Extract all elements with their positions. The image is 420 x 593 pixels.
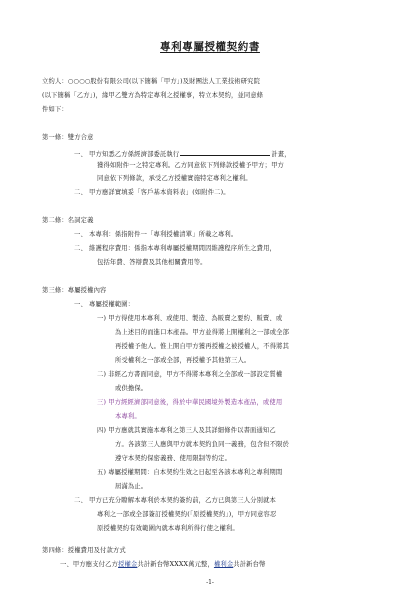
- article-3-section-1: 一、 專屬授權範圍：: [74, 301, 135, 308]
- article-4-clause-1: 一、甲方應支付乙方授權金共計新台幣XXXX萬元整，權利金共計新台幣: [60, 561, 266, 568]
- item-1-line-2: 為上述目的而進口本產品。甲方並得將上開權利之一部或全部: [115, 329, 290, 336]
- license-fee-term: 授權金: [118, 561, 138, 568]
- intro-line-2: (以下簡稱「乙方」)，緣甲乙雙方為特定專利之授權事，特立本契約，並同意條: [42, 92, 264, 99]
- article-1-heading: 第一條：雙方合意: [42, 134, 94, 141]
- item-4-line-1: 四) 甲方應就其實施本專利之第三人及其詳細條件以書面通知乙: [97, 427, 276, 434]
- item-5-line-1: 五) 專屬授權期間：自本契約生效之日起至各該本專利之專利期間: [97, 469, 283, 476]
- article-2-clause-2-line-2: 包括年費、答辯費及其他相關費用等。: [97, 259, 207, 266]
- intro-line-3: 件如下：: [42, 106, 68, 113]
- document-title: 專利專屬授權契約書: [160, 41, 260, 53]
- article-1-clause-2: 二、 甲方應詳實填妥「客戶基本資料表」(如附件二)。: [74, 189, 230, 196]
- article-3-heading: 第三條：專屬授權內容: [42, 287, 107, 294]
- item-2-line-1: 二) 非經乙方書面同意，甲方不得將本專利之全部或一部設定質權: [97, 371, 283, 378]
- article-1-clause-1-line-2: 獲得如附件一之特定專利。乙方同意依下列條款授權予甲方；甲方: [97, 162, 284, 169]
- item-4-line-3: 遵守本契約保密義務、使用限制等約定。: [115, 455, 232, 462]
- item-3-line-1: 三) 甲方經經濟部同意後，得於中華民國境外製造本產品，或使用: [97, 399, 283, 406]
- article-2-heading: 第二條：名詞定義: [42, 217, 94, 224]
- article-2-clause-2: 二、 維護程序費用：係指本專利專屬授權期間因維護程序所生之費用，: [74, 245, 277, 252]
- article-1-clause-1-line-3: 同意依下列條款，承受乙方授權實施特定專利之權利。: [97, 175, 252, 182]
- article-3-section-2-line-1: 二、 甲方已充分瞭解本專利於本契約簽約前，乙方已與第三人分別就本: [74, 497, 277, 504]
- article-4-heading: 第四條：授權費用及付款方式: [42, 547, 126, 554]
- item-1-line-4: 所受權利之一部或全部，再授權予其他第三人。: [115, 357, 251, 364]
- item-1-line-1: 一) 甲方得使用本專利、或使用、製造、為販賣之要約、販賣、或: [97, 315, 283, 322]
- item-4-line-2: 方。各該第三人應與甲方就本契約負同一義務，包含但不限於: [115, 441, 290, 448]
- item-5-line-2: 屆滿為止。: [115, 483, 148, 490]
- page-number: -1-: [206, 579, 214, 586]
- intro-line-1: 立約人：○○○○股份有限公司(以下簡稱「甲方」)及財團法人工業技術研究院: [42, 78, 261, 85]
- item-1-line-3: 再授權予他人。惟上開自甲方獲再授權之被授權人，不得將其: [115, 343, 290, 350]
- royalty-term: 權利金: [213, 561, 234, 568]
- project-name-blank[interactable]: [180, 149, 270, 156]
- item-3-line-2: 本專利。: [115, 413, 141, 420]
- article-3-section-2-line-3: 原授權契約有效範圍內就本專利所得行使之權利。: [97, 525, 239, 532]
- article-3-section-2-line-2: 專利之一部或全部簽訂授權契約(「原授權契約」)，甲方同意容忍: [97, 511, 277, 518]
- article-2-clause-1: 一、 本專利：係指附件一「專利授權清單」所載之專利。: [74, 231, 238, 238]
- article-1-clause-1: 一、 甲方知悉乙方係經濟部委託執行 計畫，: [74, 151, 291, 158]
- item-2-line-2: 或供擔保。: [115, 385, 148, 392]
